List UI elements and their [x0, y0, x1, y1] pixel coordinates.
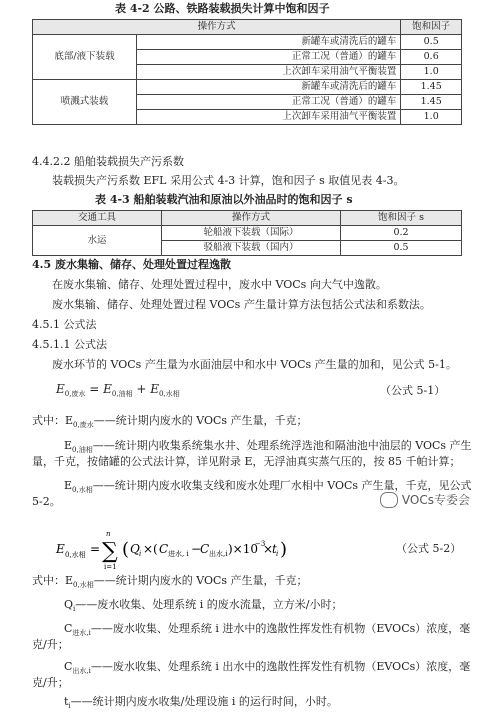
definition-line: 量，千克，按储罐的公式法计算，详见附录 E，无浮油真实蒸气压的，按 85 千帕计算；: [32, 455, 461, 468]
svg-text:0,水相: 0,水相: [65, 551, 86, 559]
svg-text:i: i: [139, 550, 142, 558]
table-4-3: [32, 210, 462, 256]
svg-text:C: C: [159, 542, 169, 556]
vehicle-cell: 水运: [33, 226, 162, 256]
wechat-icon: [380, 492, 398, 508]
table-cell: 1.45: [401, 95, 462, 110]
table-cell: 0.5: [341, 241, 462, 256]
table-cell: 轮船液下装载（国际）: [162, 226, 341, 241]
watermark: VOCs专委会: [380, 491, 470, 508]
svg-text:Q: Q: [130, 542, 140, 556]
table-cell: 新罐车或清洗后的罐车: [137, 35, 401, 50]
definition-line: $Q_i——$废水收集、处理系统 i 的废水流量，立方米/小时；: [64, 598, 343, 613]
table-cell: 正常工况（普通）的罐车: [137, 95, 401, 110]
svg-text:)×10: )×10: [228, 542, 259, 556]
definition-line: 克/升；: [32, 638, 69, 651]
definition-line: $C_{出水,i}——$废水收集、处理系统 i 出水中的逸散性挥发性有机物（EVOCs）浓度，毫: [64, 660, 471, 675]
svg-text:i: i: [276, 550, 279, 558]
definition-line: 式中：$E_{0,水相}——$统计期内废水的 VOCs 产生量，千克；: [32, 574, 308, 589]
svg-text:进水, i: 进水, i: [168, 550, 189, 558]
svg-text:−3: −3: [255, 540, 266, 548]
table-cell: 0.2: [341, 226, 462, 241]
svg-text:t: t: [272, 542, 277, 556]
table-cell: 1.0: [401, 110, 462, 125]
formula-5-1: $E_{0,废水} = E_{0,油相} + E_{0,水相}$: [56, 382, 180, 398]
table-cell: 1.45: [401, 80, 462, 95]
formula-5-2-svg: [56, 525, 286, 571]
definition-line: 5-2。: [32, 495, 61, 508]
table-cell: 正常工况（普通）的罐车: [137, 50, 401, 65]
paragraph: 装载损失产污系数 EFL 采用公式 4-3 计算，饱和因子 s 取值见表 4-3。: [52, 174, 405, 187]
section-heading: 4.5 废水集输、储存、处理处置过程逸散: [32, 258, 231, 271]
svg-text:×(: ×(: [143, 542, 158, 556]
formula-label: （公式 5-1）: [380, 384, 446, 397]
svg-text:∑: ∑: [102, 539, 118, 564]
definition-line: $E_{0,水相}——$统计期内废水收集支线和废水处理厂水相中 VOCs 产生量，千克，见公式: [64, 479, 472, 494]
table-header: 交通工具: [33, 211, 162, 226]
section-heading: 4.4.2.2 船舶装载损失产污系数: [32, 155, 184, 168]
table-cell: 0.5: [401, 35, 462, 50]
section-heading: 4.5.1.1 公式法: [32, 338, 107, 351]
group-label: 底部/液下装载: [33, 35, 137, 80]
definition-line: $t_i——$统计期内废水收集/处理设施 i 的运行时间，小时。: [64, 695, 338, 710]
definition-line: $E_{0,油相}——$统计期内收集系统集水井、处理系统浮选池和隔油池中油层的 VOCs 产生: [64, 439, 472, 454]
table-header: 饱和因子 s: [341, 211, 462, 226]
formula-label: （公式 5-2）: [396, 542, 462, 555]
paragraph: 废水环节的 VOCs 产生量为水面油层中和水中 VOCs 产生量的加和，见公式 5-1。: [52, 358, 457, 371]
svg-text:): ): [280, 539, 288, 560]
svg-text:−: −: [191, 542, 202, 556]
paragraph: 废水集输、储存、处理处置过程 VOCs 产生量计算方法包括公式法和系数法。: [52, 298, 431, 311]
svg-text:×: ×: [263, 542, 274, 556]
svg-text:E: E: [56, 542, 65, 556]
svg-text:(: (: [122, 539, 130, 560]
table-cell: 1.0: [401, 65, 462, 80]
table-header: 饱和因子: [401, 20, 462, 35]
svg-text:=: =: [90, 542, 101, 556]
table-cell: 上次卸车采用油气平衡装置: [137, 65, 401, 80]
section-heading: 4.5.1 公式法: [32, 318, 97, 331]
table-cell: 上次卸车采用油气平衡装置: [137, 110, 401, 125]
table-cell: 新罐车或清洗后的罐车: [137, 80, 401, 95]
definition-line: 克/升；: [32, 676, 69, 689]
group-label: 喷溅式装载: [33, 80, 137, 125]
svg-text:n: n: [106, 530, 111, 538]
table-cell: 0.6: [401, 50, 462, 65]
definition-line: 式中：$E_{0,废水}——$统计期内废水的 VOCs 产生量，千克；: [32, 414, 308, 429]
table-4-3-caption: 表 4-3 船舶装载汽油和原油以外油品时的饱和因子 s: [95, 193, 353, 206]
definition-line: $C_{进水,i}——$废水收集、处理系统 i 进水中的逸散性挥发性有机物（EVOCs）浓度，毫: [64, 622, 471, 637]
svg-text:C: C: [200, 542, 210, 556]
table-4-2: [32, 19, 462, 125]
table-header: 操作方式: [162, 211, 341, 226]
paragraph: 在废水集输、储存、处理处置过程中，废水中 VOCs 向大气中逸散。: [52, 278, 387, 291]
table-4-2-caption: 表 4-2 公路、铁路装载损失计算中饱和因子: [115, 2, 330, 15]
table-header: 操作方式: [33, 20, 401, 35]
formula-5-2: [56, 525, 286, 571]
svg-text:i=1: i=1: [104, 563, 117, 571]
table-cell: 驳船液下装载（国内）: [162, 241, 341, 256]
svg-text:出水,i: 出水,i: [209, 550, 228, 558]
